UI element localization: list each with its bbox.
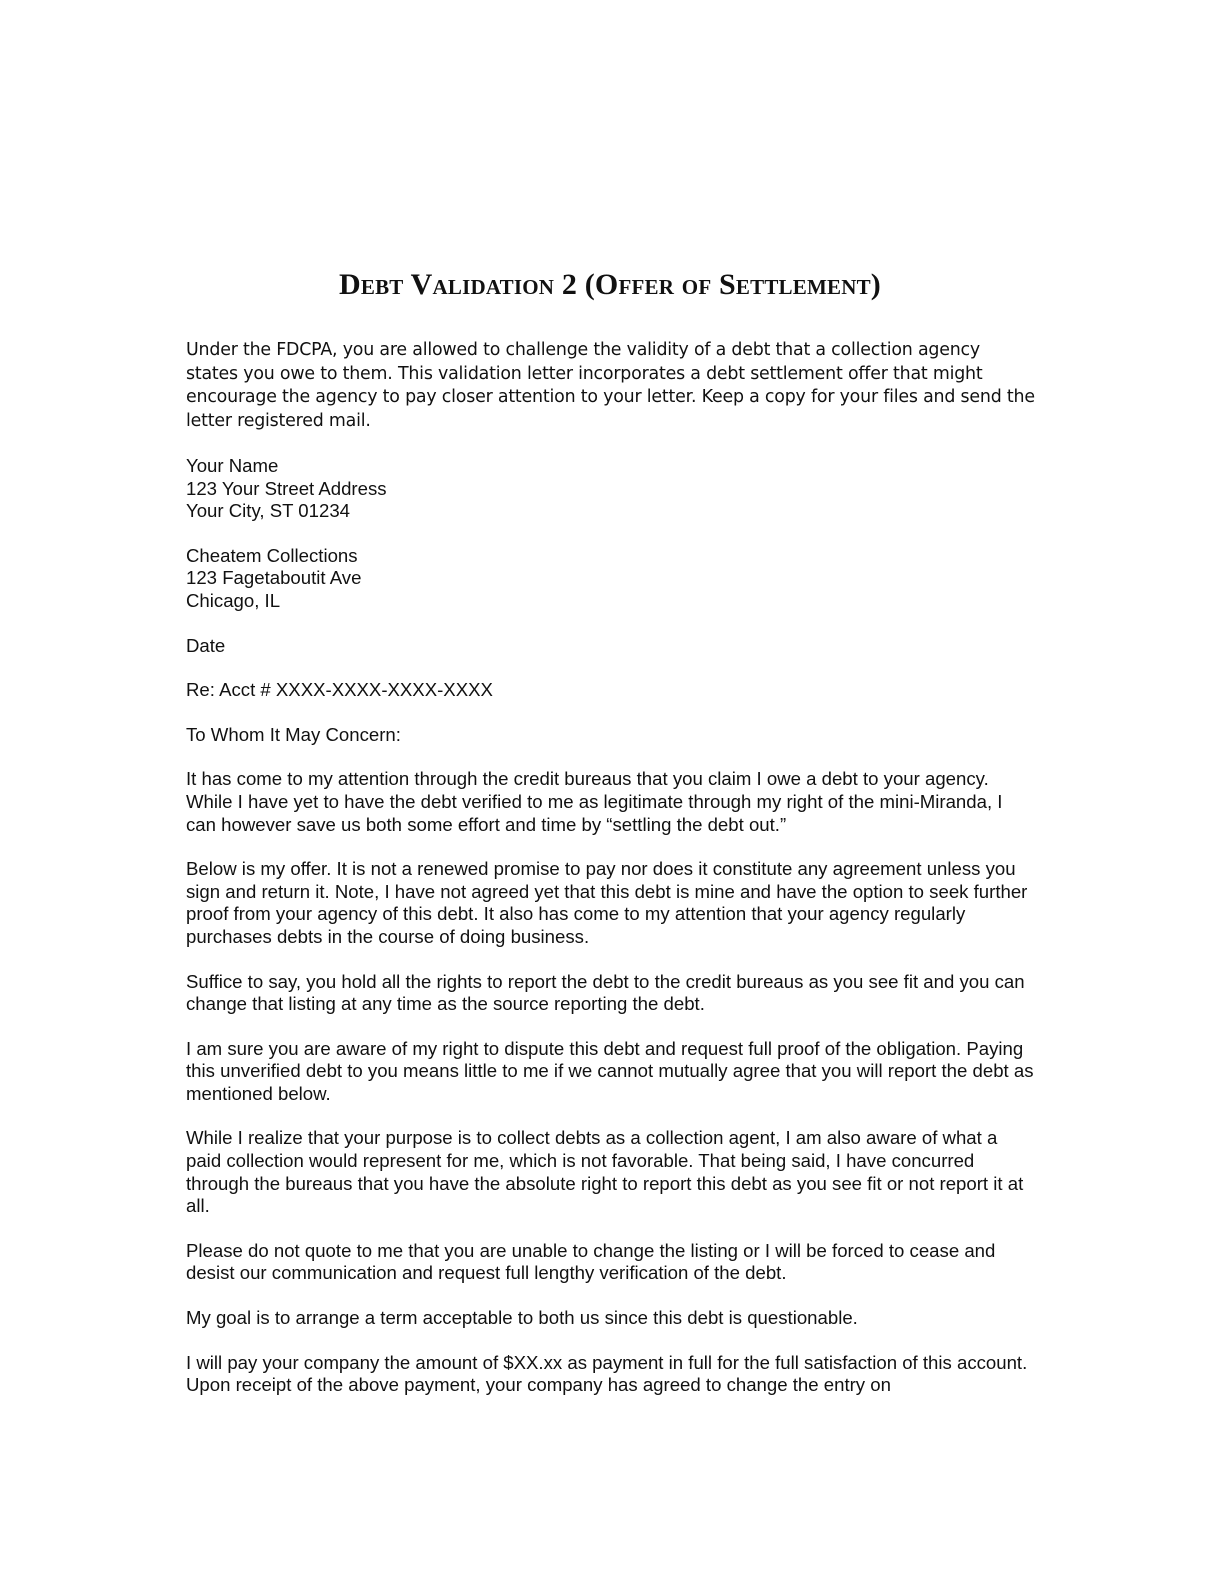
- recipient-city: Chicago, IL: [186, 589, 281, 611]
- letter-date: Date: [186, 634, 226, 656]
- sender-name: Your Name: [186, 455, 279, 476]
- recipient-address: [186, 545, 1036, 613]
- body-paragraph: Suffice to say, you hold all the rights to report the debt to the credit bureaus as you see fit and you can change that listing at any time as the source reporting the debt.: [186, 970, 1025, 1015]
- salutation: To Whom It May Concern:: [186, 723, 401, 745]
- body-paragraph: It has come to my attention through the credit bureaus that you claim I owe a debt to your agency. While I have yet to have the debt verified to me as legitimate through my right of the mini-Miranda, I can however save us both some effort and time by “settling the debt out.”: [186, 768, 1003, 835]
- intro-paragraph: Under the FDCPA, you are allowed to challenge the validity of a debt that a collection agency states you owe to them. This validation letter incorporates a debt settlement offer that might encourage the agency to pay closer attention to your letter. Keep a copy for your files and send the letter registered mail.: [186, 340, 1035, 431]
- body-paragraph: I am sure you are aware of my right to dispute this debt and request full proof of the obligation. Paying this unverified debt to you means little to me if we cannot mutually agree that you will report the debt as mentioned below.: [186, 1037, 1034, 1104]
- recipient-street: 123 Fagetaboutit Ave: [186, 567, 362, 589]
- sender-address: [186, 455, 1036, 523]
- sender-city: Your City, ST 01234: [186, 500, 351, 522]
- sender-street: 123 Your Street Address: [186, 477, 387, 499]
- document-title: Debt Validation 2 (Offer of Settlement): [339, 268, 881, 301]
- recipient-name: Cheatem Collections: [186, 544, 358, 566]
- body-paragraph: Please do not quote to me that you are unable to change the listing or I will be forced to cease and desist our communication and request full lengthy verification of the debt.: [186, 1239, 996, 1284]
- body-paragraph: While I realize that your purpose is to collect debts as a collection agent, I am also aware of what a paid collection would represent for me, which is not favorable. That being said, I have concurred through the bureaus that you have the absolute right to report this debt as you see fit or not report it at all.: [186, 1127, 1024, 1217]
- body-paragraph: My goal is to arrange a term acceptable to both us since this debt is questionable.: [186, 1307, 858, 1329]
- body-paragraph: I will pay your company the amount of $XX.xx as payment in full for the full satisfaction of this account. Upon receipt of the above payment, your company has agreed to change the entry on: [186, 1351, 1028, 1396]
- re-line: Re: Acct # XXXX-XXXX-XXXX-XXXX: [186, 679, 493, 701]
- body-paragraph: Below is my offer. It is not a renewed promise to pay nor does it constitute any agreement unless you sign and return it. Note, I have not agreed yet that this debt is mine and have the option to seek further proof from your agency of this debt. It also has come to my attention that your agency regularly purchases debts in the course of doing business.: [186, 858, 1028, 947]
- letter-body: [186, 339, 1036, 1419]
